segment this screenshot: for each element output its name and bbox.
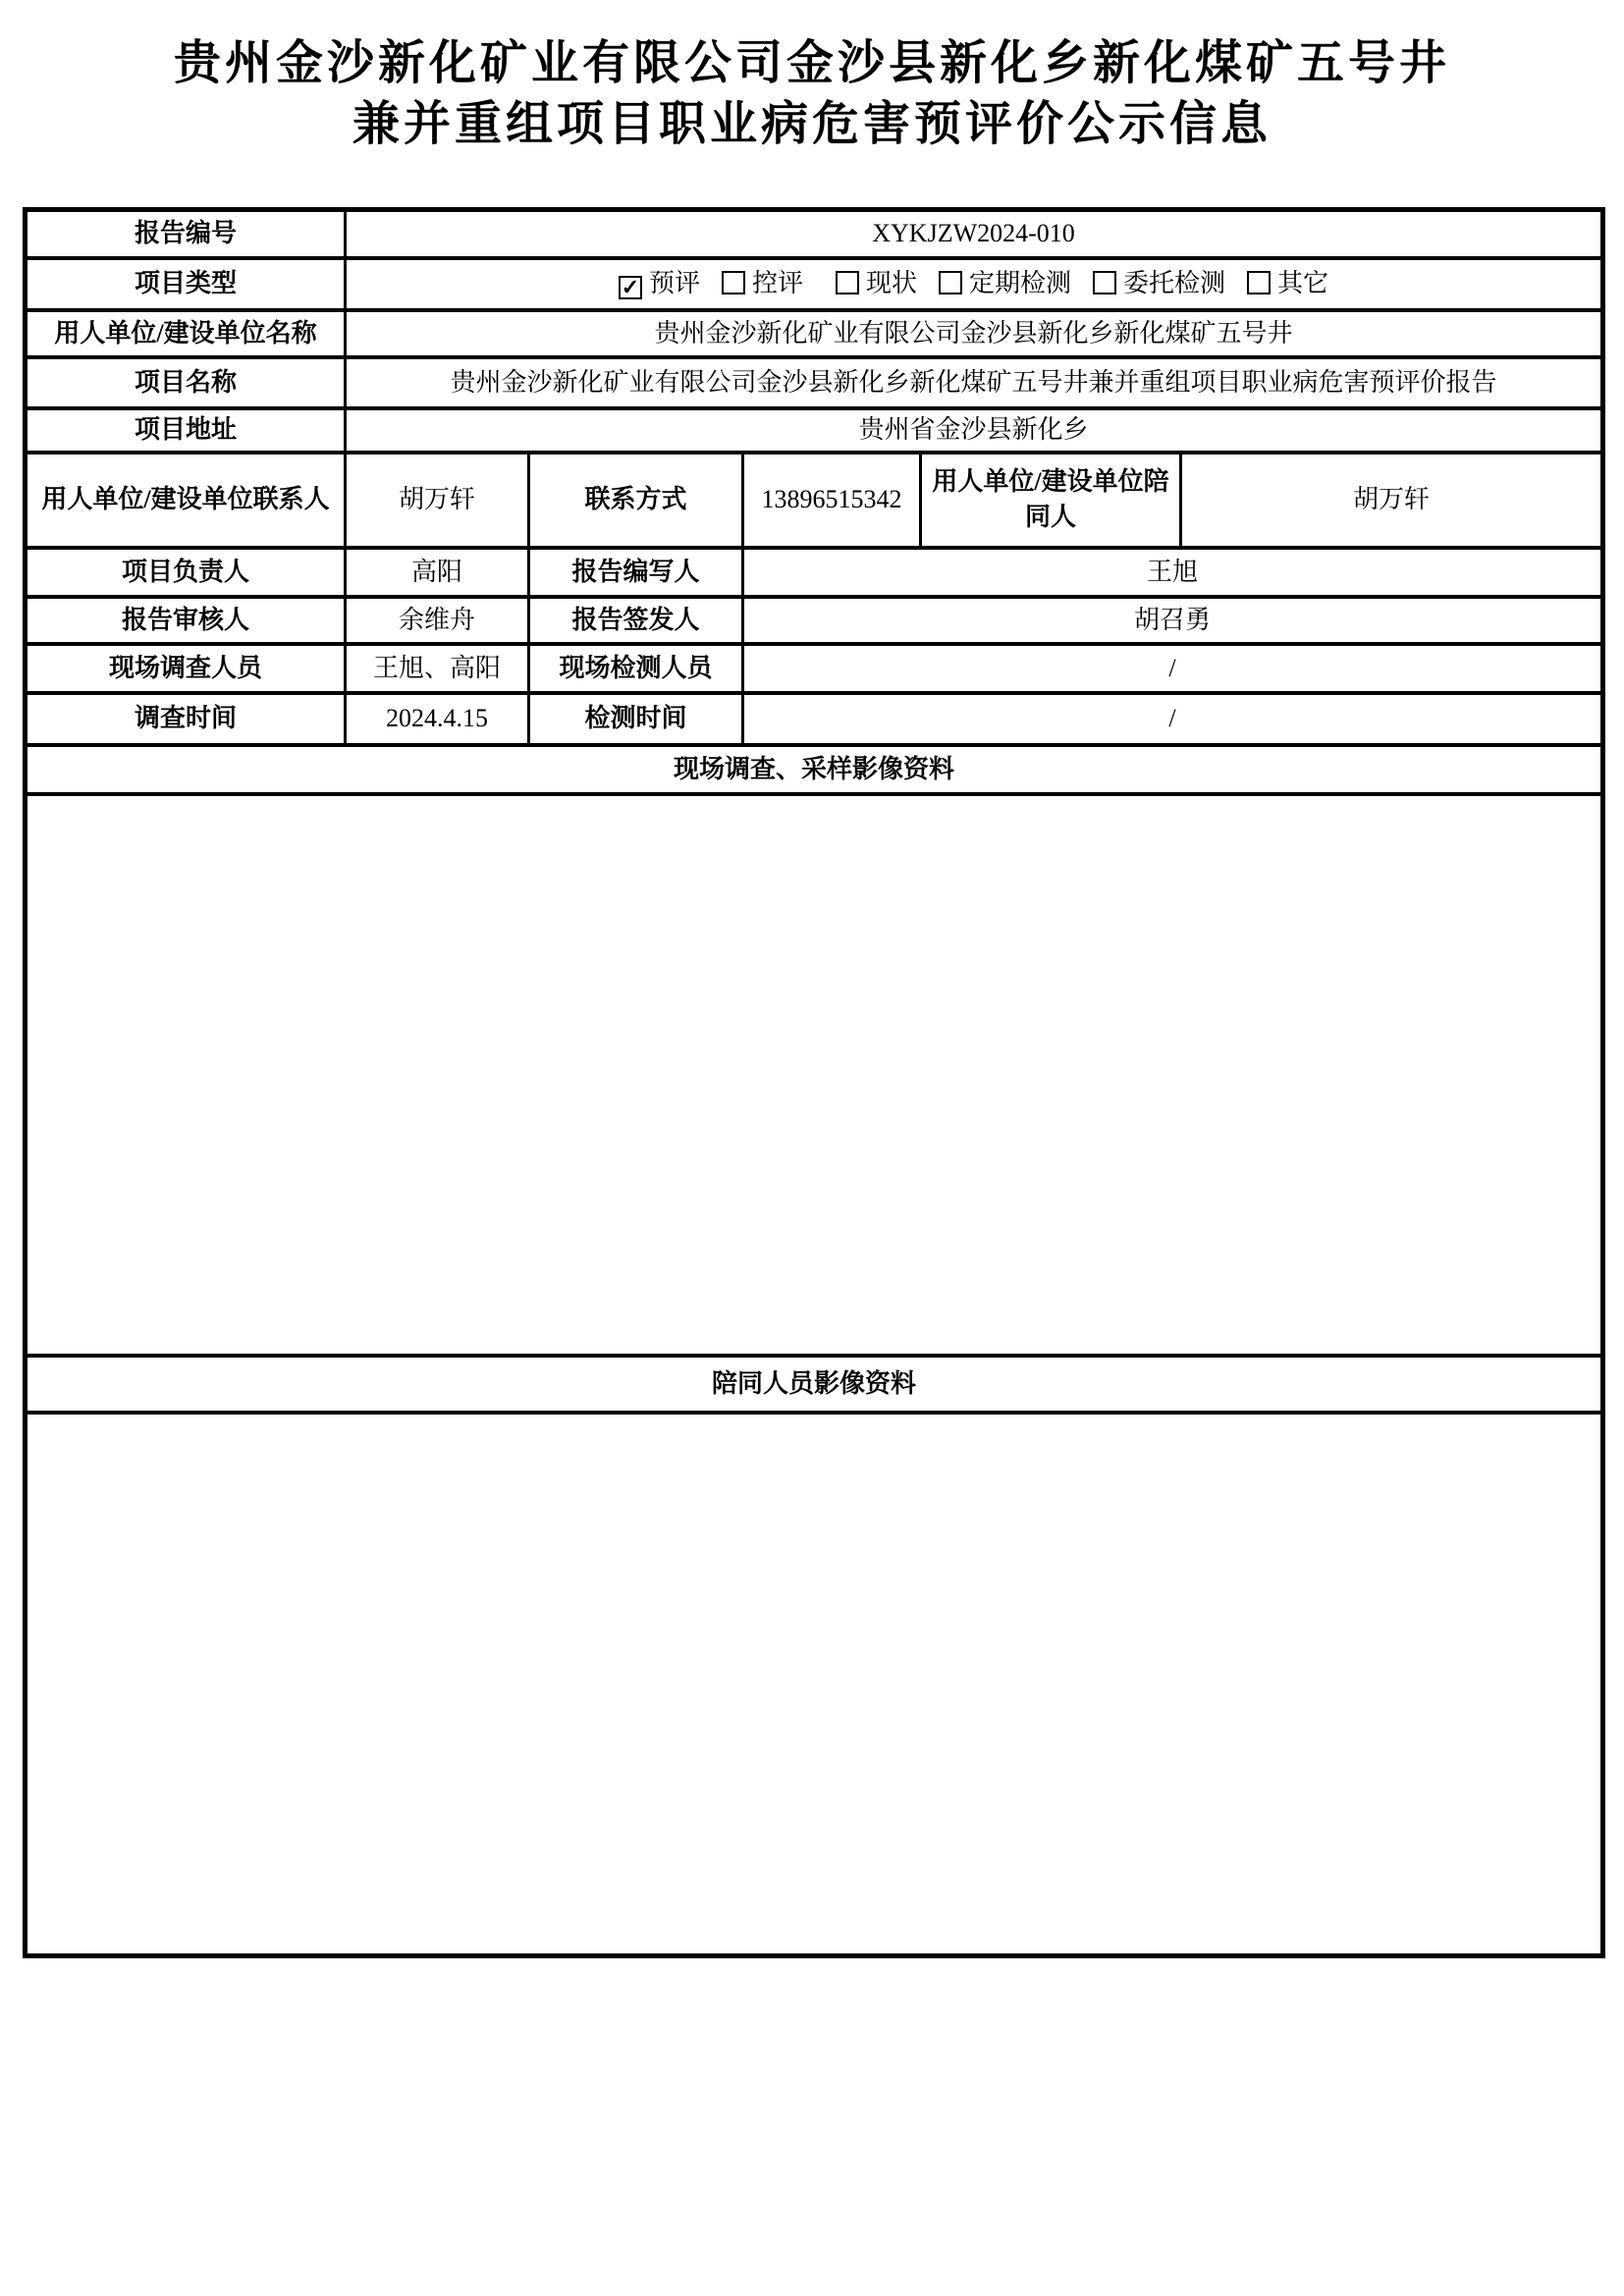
project-type-options: [346, 258, 1603, 310]
site-test-value: /: [743, 644, 1603, 693]
report-issuer-value: 胡召勇: [743, 597, 1603, 644]
row-project-address: [26, 408, 1603, 453]
test-time-value: /: [743, 693, 1603, 745]
project-address-label: 项目地址: [26, 408, 346, 453]
row-section2-content: [26, 1413, 1603, 1956]
site-survey-value: 王旭、高阳: [346, 644, 529, 693]
project-name-label: 项目名称: [26, 357, 346, 408]
phone-value: 13896515342: [743, 453, 921, 548]
checkbox-option-label: 预评: [648, 269, 700, 297]
document-title: [0, 33, 1624, 155]
escort-label: 用人单位/建设单位陪同人: [921, 453, 1181, 548]
survey-time-label: 调查时间: [26, 693, 346, 745]
section1-image-area: [26, 794, 1603, 1356]
row-section1-header: [26, 745, 1603, 794]
title-line-1: 贵州金沙新化矿业有限公司金沙县新化乡新化煤矿五号井: [173, 37, 1450, 89]
row-project-name: [26, 357, 1603, 408]
info-table: [23, 207, 1605, 1958]
escort-value: 胡万轩: [1181, 453, 1603, 548]
checkbox-option-other: [1247, 266, 1328, 301]
checkbox-option-periodic-test: [939, 266, 1071, 301]
checkbox-option-label: 控评: [751, 269, 803, 297]
section2-header: 陪同人员影像资料: [26, 1356, 1603, 1413]
report-reviewer-value: 余维舟: [346, 597, 529, 644]
checkbox-icon[interactable]: [836, 271, 859, 294]
section2-image-area: [26, 1413, 1603, 1956]
contact-value: 胡万轩: [346, 453, 529, 548]
employer-name-value: 贵州金沙新化矿业有限公司金沙县新化乡新化煤矿五号井: [346, 310, 1603, 357]
report-no-label: 报告编号: [26, 210, 346, 258]
project-type-label: 项目类型: [26, 258, 346, 310]
checkbox-icon[interactable]: ✓: [619, 276, 642, 299]
checkbox-option-status-quo: [836, 266, 917, 301]
row-section1-content: [26, 794, 1603, 1356]
row-contact: [26, 453, 1603, 548]
project-leader-label: 项目负责人: [26, 548, 346, 597]
report-reviewer-label: 报告审核人: [26, 597, 346, 644]
project-address-value: 贵州省金沙县新化乡: [346, 408, 1603, 453]
checkbox-option-pre-eval: [619, 266, 700, 301]
row-report-no: [26, 210, 1603, 258]
site-survey-label: 现场调查人员: [26, 644, 346, 693]
row-review: [26, 597, 1603, 644]
test-time-label: 检测时间: [529, 693, 743, 745]
survey-time-value: 2024.4.15: [346, 693, 529, 745]
checkbox-option-entrusted-test: [1093, 266, 1225, 301]
report-issuer-label: 报告签发人: [529, 597, 743, 644]
checkbox-option-label: 委托检测: [1123, 269, 1226, 297]
checkbox-option-control-eval: [722, 266, 803, 301]
checkbox-option-label: 定期检测: [969, 269, 1072, 297]
report-writer-value: 王旭: [743, 548, 1603, 597]
row-employer-name: [26, 310, 1603, 357]
row-time: [26, 693, 1603, 745]
title-line-2: 兼并重组项目职业病危害预评价公示信息: [352, 98, 1272, 150]
checkbox-option-label: 其它: [1277, 269, 1329, 297]
site-test-label: 现场检测人员: [529, 644, 743, 693]
checkbox-icon[interactable]: [1247, 271, 1271, 294]
row-leader: [26, 548, 1603, 597]
section1-header: 现场调查、采样影像资料: [26, 745, 1603, 794]
checkbox-icon[interactable]: [1093, 271, 1116, 294]
employer-name-label: 用人单位/建设单位名称: [26, 310, 346, 357]
report-no-value: XYKJZW2024-010: [346, 210, 1603, 258]
checkbox-icon[interactable]: [939, 271, 962, 294]
report-writer-label: 报告编写人: [529, 548, 743, 597]
checkbox-icon[interactable]: [722, 271, 745, 294]
row-section2-header: [26, 1356, 1603, 1413]
row-project-type: [26, 258, 1603, 310]
row-survey-personnel: [26, 644, 1603, 693]
project-leader-value: 高阳: [346, 548, 529, 597]
project-name-value: 贵州金沙新化矿业有限公司金沙县新化乡新化煤矿五号井兼并重组项目职业病危害预评价报告: [346, 357, 1603, 408]
contact-label: 用人单位/建设单位联系人: [26, 453, 346, 548]
phone-label: 联系方式: [529, 453, 743, 548]
checkbox-option-label: 现状: [866, 269, 918, 297]
